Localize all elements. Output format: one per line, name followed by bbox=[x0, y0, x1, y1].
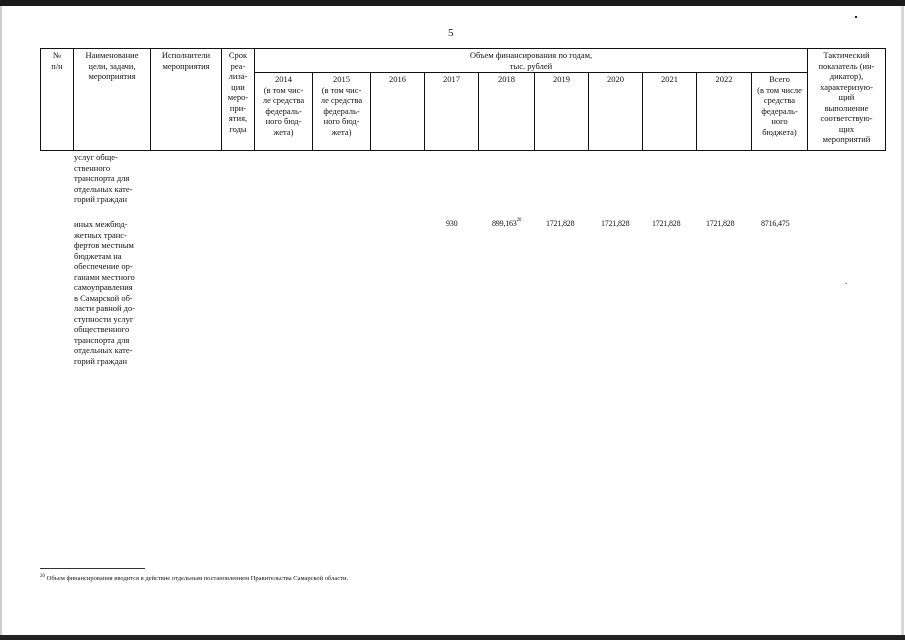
scan-border-bottom bbox=[0, 635, 905, 640]
scan-speck bbox=[855, 16, 857, 18]
scan-speck bbox=[845, 283, 847, 284]
row-name-transfers: иных межбюд- жетных транс- фертов местным бюджетам на обеспечение ор- ганами местного самоуправления в Самарской об- ласти равной до- ступности услуг общественного транспорта для отдельных кате- горий граждан bbox=[74, 219, 136, 366]
scan-border-right bbox=[901, 6, 904, 636]
value-2018-amount: 899,163 bbox=[492, 219, 517, 228]
financing-table-header bbox=[40, 48, 886, 151]
page-number: 5 bbox=[448, 27, 454, 39]
footnote bbox=[40, 574, 348, 582]
scan-border-left bbox=[0, 6, 2, 636]
col-header-term: Срок реа- лиза- ции меро- при- ятия, годы bbox=[222, 49, 255, 151]
footnote-text: Объем финансирования вводится в действие отдельным постановлением Правительства Самарской области. bbox=[45, 575, 349, 583]
col-header-total: Всего (в том числе средства федераль- ного бюджета) bbox=[752, 73, 808, 151]
value-2018 bbox=[492, 219, 521, 228]
value-2022: 1721,828 bbox=[706, 219, 735, 228]
scan-border-top bbox=[0, 0, 905, 6]
value-2017: 930 bbox=[446, 219, 458, 228]
row-name-continued: услуг обще- ственного транспорта для отдельных кате- горий граждан bbox=[74, 152, 133, 204]
col-header-year-2019: 2019 bbox=[535, 73, 589, 151]
footnote-ref: 20 bbox=[516, 218, 522, 223]
col-header-indicator: Тактический показатель (ин- дикатор), характеризую- щий выполнение соответствую- щих мероприятий bbox=[808, 49, 886, 151]
value-total: 8716,475 bbox=[761, 219, 790, 228]
footnote-separator bbox=[40, 568, 145, 569]
col-header-year-2016: 2016 bbox=[371, 73, 425, 151]
col-header-year-2015: 2015 (в том чис- ле средства федераль- ного бюд- жета) bbox=[313, 73, 371, 151]
footnote-mark: 20 bbox=[40, 574, 45, 579]
col-header-year-2018: 2018 bbox=[479, 73, 535, 151]
value-2020: 1721,828 bbox=[601, 219, 630, 228]
col-header-funding: Объем финансирования по годам, тыс. рублей bbox=[255, 49, 808, 73]
col-header-name: Наименование цели, задачи, мероприятия bbox=[74, 49, 151, 151]
col-header-year-2022: 2022 bbox=[697, 73, 752, 151]
col-header-year-2020: 2020 bbox=[589, 73, 643, 151]
value-2019: 1721,828 bbox=[546, 219, 575, 228]
col-header-executors: Исполнители мероприятия bbox=[151, 49, 222, 151]
col-header-number: № п/н bbox=[41, 49, 74, 151]
value-2021: 1721,828 bbox=[652, 219, 681, 228]
col-header-year-2021: 2021 bbox=[643, 73, 697, 151]
col-header-year-2014: 2014 (в том чис- ле средства федераль- ного бюд- жета) bbox=[255, 73, 313, 151]
col-header-year-2017: 2017 bbox=[425, 73, 479, 151]
